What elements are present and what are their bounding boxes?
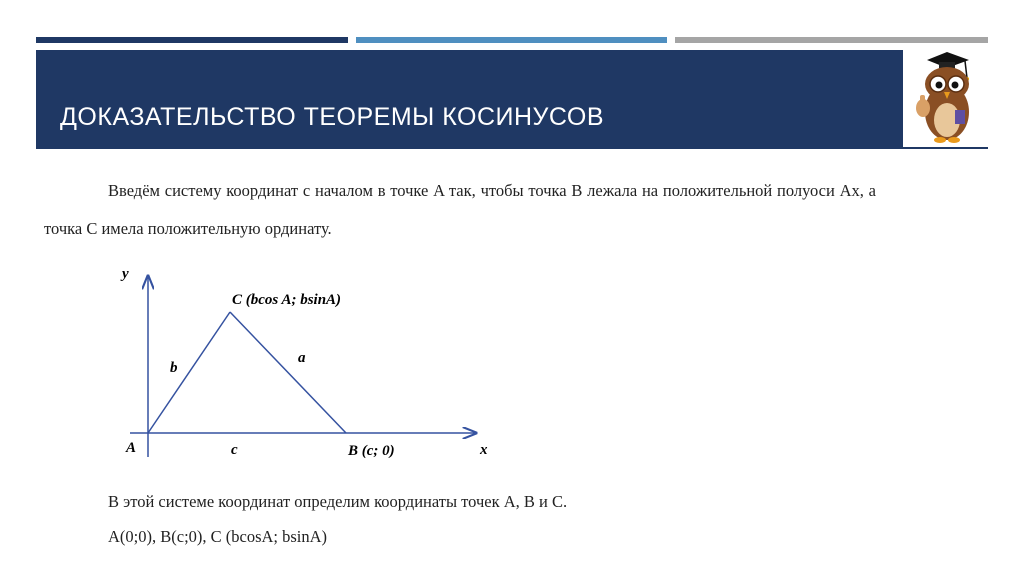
- point-c-label: C (bcos A; bsinA): [232, 292, 342, 308]
- triangle-diagram: [110, 262, 510, 467]
- intro-paragraph: Введём систему координат с началом в точке A так, чтобы точка B лежала на положительной полуоси Ax, а точка C имела положительную ординату.: [44, 181, 876, 238]
- side-a-label: a: [298, 350, 306, 366]
- side-a-line: [230, 312, 346, 433]
- side-b-label: b: [170, 360, 178, 376]
- title-banner: [36, 50, 903, 147]
- y-axis-label: y: [122, 266, 129, 282]
- top-accent-bar-dark: [36, 37, 348, 43]
- point-b-label: B (c; 0): [348, 443, 395, 459]
- top-accent-bar-gray: [675, 37, 988, 43]
- slide-title: ДОКАЗАТЕЛЬСТВО ТЕОРЕМЫ КОСИНУСОВ: [60, 103, 605, 131]
- coordinates-sentence: В этой системе координат определим координаты точек A, B и C.: [108, 492, 568, 511]
- point-a-label: A: [126, 440, 137, 456]
- side-c-label: c: [231, 442, 238, 458]
- side-b-line: [148, 312, 230, 433]
- owl-graduate-icon: [905, 50, 988, 147]
- coordinates-values: A(0;0), B(c;0), C (bcosA; bsinA): [108, 527, 328, 546]
- x-axis-label: x: [480, 442, 488, 458]
- banner-divider: [36, 147, 988, 149]
- top-accent-bar-blue: [356, 37, 667, 43]
- logo-box: [905, 50, 988, 147]
